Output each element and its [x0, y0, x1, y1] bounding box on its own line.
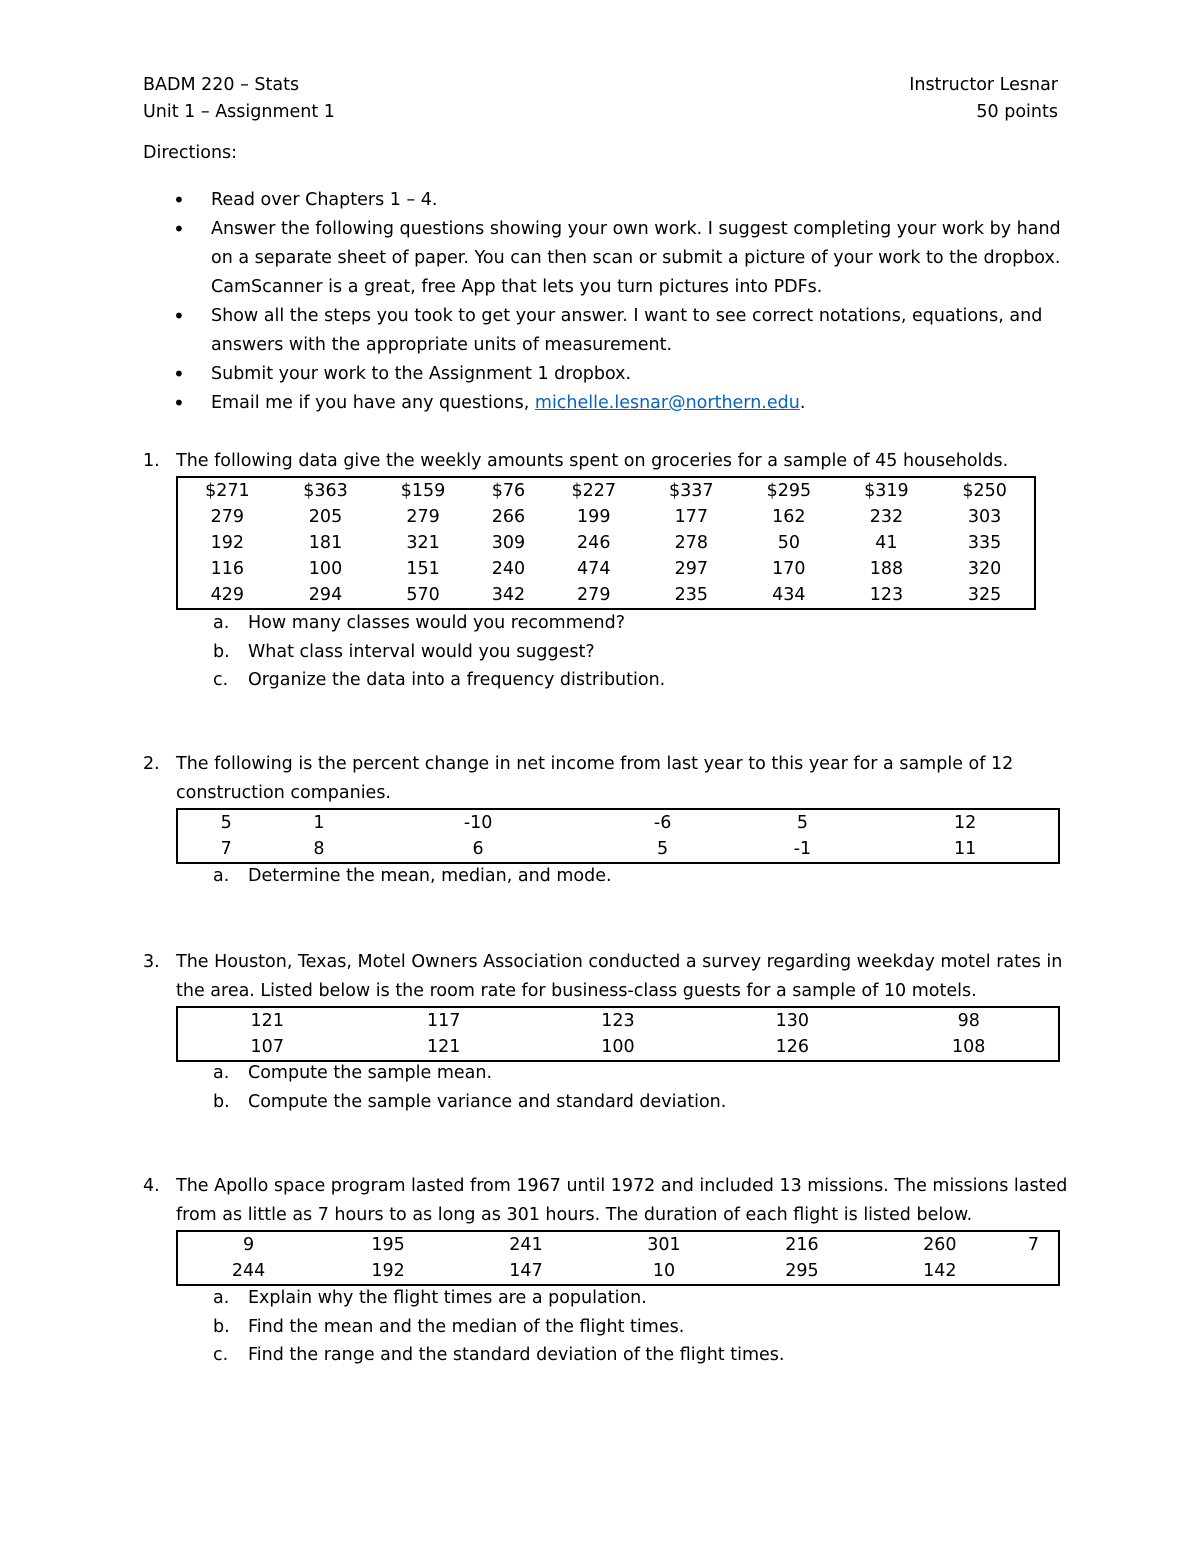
question-part: [213, 862, 612, 891]
header-left: [143, 72, 335, 126]
direction-item: • Show all the steps you took to get your answer. I want to see correct notations, equations, and answers with the appropriate units of measurement.: [143, 302, 1063, 360]
table-cell: $363: [303, 481, 348, 501]
question-part: [213, 1088, 726, 1117]
part-text: What class interval would you suggest?: [248, 641, 595, 662]
table-cell: 123: [601, 1011, 635, 1031]
table-cell: 130: [775, 1011, 809, 1031]
table-cell: 301: [647, 1235, 681, 1255]
question-3: [143, 948, 1068, 1006]
part-letter: c.: [213, 1345, 229, 1365]
table-cell: 5: [796, 813, 809, 833]
table-row: [177, 477, 1035, 504]
table-cell: 116: [210, 559, 245, 579]
grocery-data-table: [176, 476, 1036, 610]
table-cell: 240: [491, 559, 526, 579]
part-text: Compute the sample variance and standard deviation.: [248, 1091, 727, 1112]
table-cell: 279: [406, 507, 440, 527]
table-cell: $337: [669, 481, 714, 501]
question-part: [213, 638, 665, 667]
table-cell: 121: [250, 1011, 284, 1031]
question-number: 1.: [143, 451, 160, 471]
table-cell: 195: [371, 1235, 405, 1255]
part-text: How many classes would you recommend?: [248, 613, 626, 633]
table-cell: 232: [869, 507, 904, 527]
table-cell: $271: [205, 481, 250, 501]
part-letter: a.: [213, 613, 230, 633]
part-letter: b.: [213, 1316, 230, 1337]
question-part: [213, 1313, 784, 1342]
table-cell: 100: [308, 559, 343, 579]
table-cell: 342: [491, 585, 526, 605]
table-cell: 303: [967, 507, 1002, 527]
table-row: [177, 1258, 1059, 1285]
email-prefix: Email me if you have any questions,: [211, 393, 535, 413]
email-link[interactable]: michelle.lesnar@northern.edu: [534, 393, 800, 413]
table-cell: $159: [400, 481, 446, 501]
table-cell: 98: [957, 1011, 980, 1031]
table-cell: 266: [491, 507, 526, 527]
table-cell: 241: [509, 1235, 543, 1255]
part-text: Find the mean and the median of the flight times.: [248, 1316, 685, 1337]
table-cell: 570: [406, 585, 440, 605]
table-cell: 177: [674, 507, 708, 527]
question-number: 4.: [143, 1176, 160, 1196]
table-cell: 6: [472, 839, 484, 859]
table-cell: 244: [231, 1261, 266, 1281]
direction-item: • Submit your work to the Assignment 1 dropbox.: [143, 360, 1063, 389]
question-number: 3.: [143, 952, 160, 972]
table-cell: 192: [210, 533, 245, 553]
table-cell: 246: [577, 533, 611, 553]
table-cell: -1: [793, 839, 812, 859]
part-text: Compute the sample mean.: [248, 1063, 493, 1083]
directions-list: [143, 186, 1063, 418]
table-cell: 429: [210, 585, 245, 605]
table-cell: 295: [785, 1261, 819, 1281]
table-cell: 10: [652, 1261, 676, 1281]
table-cell: 8: [313, 839, 325, 859]
table-cell: 188: [869, 559, 904, 579]
table-cell: 5: [220, 813, 232, 833]
directions-label: Directions:: [143, 143, 238, 163]
table-cell: 117: [426, 1011, 461, 1031]
direction-item: • Answer the following questions showing your own work. I suggest completing your work by hand on a separate sheet of paper. You can then scan or submit a picture of your work to the dropbox. CamScanner is a great, free App that lets you turn pictures into PDFs.: [143, 215, 1063, 302]
table-cell: 162: [772, 507, 806, 527]
table-row: [177, 836, 1059, 863]
part-letter: a.: [213, 866, 230, 886]
table-cell: 11: [954, 839, 977, 859]
table-row: [177, 1231, 1059, 1258]
table-cell: 192: [371, 1261, 405, 1281]
part-letter: a.: [213, 1288, 230, 1308]
question-text: The Apollo space program lasted from 1967 until 1972 and included 13 missions. The missions lasted from as little as 7 hours to as long as 301 hours. The duration of each flight is listed below.: [176, 1176, 1068, 1225]
header-right: [909, 72, 1058, 126]
table-cell: 41: [875, 533, 898, 553]
table-cell: 147: [509, 1261, 543, 1281]
flight-duration-data-table: [176, 1230, 1060, 1286]
part-letter: b.: [213, 641, 230, 662]
table-cell: 121: [426, 1037, 461, 1057]
table-cell: 297: [674, 559, 708, 579]
part-text: Find the range and the standard deviation of the flight times.: [248, 1345, 785, 1365]
question-part: [213, 1059, 726, 1088]
table-cell: 279: [210, 507, 245, 527]
table-row: [177, 1007, 1059, 1034]
table-cell: 199: [577, 507, 611, 527]
table-cell: 100: [601, 1037, 635, 1057]
table-cell: 142: [923, 1261, 957, 1281]
question-part: [213, 1341, 784, 1370]
course-title: BADM 220 – Stats: [143, 75, 300, 95]
table-cell: 170: [772, 559, 806, 579]
table-cell: 235: [674, 585, 708, 605]
table-cell: 278: [674, 533, 708, 553]
part-text: Explain why the flight times are a population.: [248, 1288, 647, 1308]
table-row: [177, 582, 1035, 609]
table-row: [177, 504, 1035, 530]
table-cell: 216: [785, 1235, 819, 1255]
part-letter: c.: [213, 670, 229, 690]
table-cell: 279: [577, 585, 611, 605]
table-cell: 5: [657, 839, 669, 859]
table-cell: 50: [777, 533, 800, 553]
direction-item: • Read over Chapters 1 – 4.: [143, 186, 1063, 215]
table-cell: 151: [406, 559, 440, 579]
table-cell: $76: [491, 481, 526, 501]
table-row: [177, 530, 1035, 556]
table-cell: -10: [463, 813, 493, 833]
table-row: [177, 556, 1035, 582]
table-cell: 320: [967, 559, 1002, 579]
table-cell: 123: [869, 585, 904, 605]
instructor-name: Instructor Lesnar: [909, 75, 1058, 95]
table-cell: 181: [308, 533, 343, 553]
table-cell: $227: [571, 481, 617, 501]
table-cell: 1: [313, 813, 325, 833]
table-cell: 205: [308, 507, 343, 527]
table-cell: 294: [308, 585, 343, 605]
table-cell: $250: [962, 481, 1007, 501]
question-2: [143, 750, 1068, 808]
net-income-data-table: [176, 808, 1060, 864]
table-row: [177, 809, 1059, 836]
question-text: The Houston, Texas, Motel Owners Association conducted a survey regarding weekday motel rates in the area. Listed below is the room rate for business-class guests for a sample of 10 motels.: [176, 952, 1063, 1001]
table-cell: 12: [954, 813, 977, 833]
table-cell: 7: [1027, 1235, 1039, 1255]
points-value: 50 points: [976, 102, 1058, 122]
question-text: The following data give the weekly amounts spent on groceries for a sample of 45 households.: [176, 451, 1009, 471]
question-3-parts: [213, 1059, 726, 1116]
question-text: The following is the percent change in net income from last year to this year for a sample of 12 construction companies.: [176, 754, 1014, 803]
table-cell: $319: [864, 481, 909, 501]
table-cell: 260: [923, 1235, 957, 1255]
question-1: [143, 447, 1068, 476]
table-cell: 107: [250, 1037, 284, 1057]
question-1-parts: [213, 609, 665, 695]
part-letter: b.: [213, 1091, 230, 1112]
table-cell: 126: [775, 1037, 809, 1057]
table-cell: 309: [491, 533, 526, 553]
question-part: [213, 1284, 784, 1313]
table-cell: [1009, 1258, 1059, 1285]
table-cell: 434: [772, 585, 806, 605]
part-text: Determine the mean, median, and mode.: [248, 866, 612, 886]
table-cell: 7: [220, 839, 232, 859]
table-row: [177, 1034, 1059, 1061]
direction-item-email: [143, 389, 1063, 418]
part-letter: a.: [213, 1063, 230, 1083]
part-text: Organize the data into a frequency distribution.: [248, 670, 666, 690]
question-part: [213, 609, 665, 638]
question-4: [143, 1172, 1068, 1230]
motel-rate-data-table: [176, 1006, 1060, 1062]
table-cell: 335: [967, 533, 1002, 553]
question-number: 2.: [143, 754, 160, 774]
email-suffix: .: [799, 393, 806, 413]
question-2-parts: [213, 862, 612, 891]
table-cell: -6: [653, 813, 672, 833]
table-cell: 325: [967, 585, 1002, 605]
table-cell: 108: [952, 1037, 986, 1057]
unit-title: Unit 1 – Assignment 1: [143, 102, 335, 122]
question-part: [213, 666, 665, 695]
table-cell: 321: [406, 533, 440, 553]
table-cell: 9: [242, 1235, 255, 1255]
table-cell: $295: [766, 481, 812, 501]
table-cell: 474: [577, 559, 611, 579]
question-4-parts: [213, 1284, 784, 1370]
